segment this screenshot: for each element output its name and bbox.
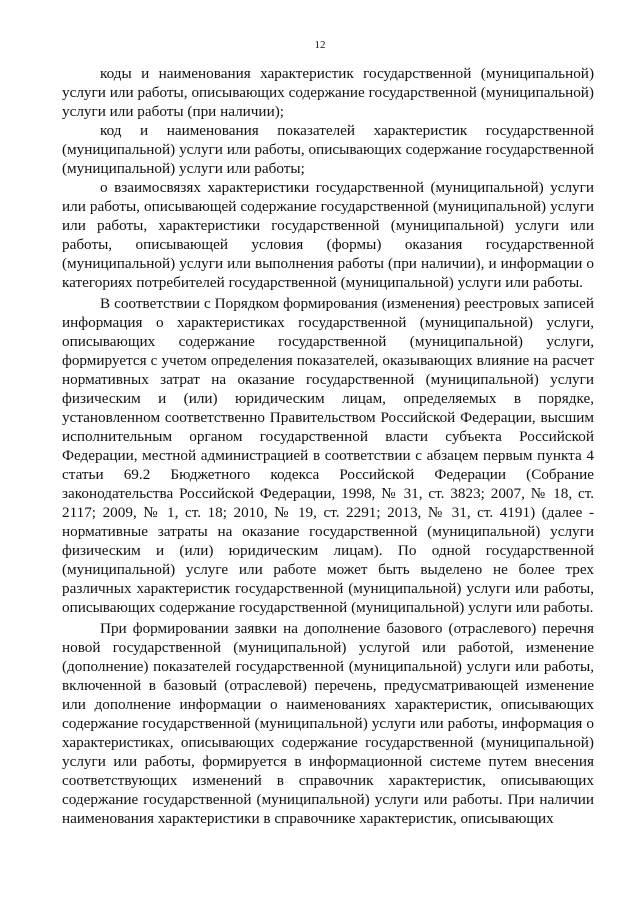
paragraph-characteristic-codes: коды и наименования характеристик государственной (муниципальной) услуги или работы, описывающих содержание государственной (муниципальной) услуги или работы (при наличии);: [62, 65, 594, 120]
paragraph-application-forming: При формировании заявки на дополнение базового (отраслевого) перечня новой государственной (муниципальной) услугой или работой, изменение (дополнение) показателей государственной (муниципальной) услуги или работы, включенной в базовый (отраслевой) перечень, предусматривающей изменение или дополнение информации о наименованиях характеристик, описывающих содержание государственной (муниципальной) услуги или работы, информация о характеристиках, описывающих содержание государственной (муниципальной) услуги или работы, формируется в информационной системе путем внесения соответствующих изменений в справочник характеристик, описывающих содержание государственной (муниципальной) услуги или работы. При наличии наименования характеристики в справочнике характеристик, описывающих: [62, 620, 594, 827]
page-number: 12: [314, 39, 326, 51]
paragraph-indicator-codes: код и наименования показателей характеристик государственной (муниципальной) услуги или работы, описывающих содержание государственной (муниципальной) услуги или работы;: [62, 122, 594, 177]
paragraph-interrelations: о взаимосвязях характеристики государственной (муниципальной) услуги или работы, описывающей содержание государственной (муниципальной) услуги или работы, характеристики государственной (муниципальной) услуги или работы, описывающей условия (формы) оказания государственной (муниципальной) услуги или выполнения работы (при наличии), и информации о категориях потребителей государственной (муниципальной) услуги или работы.: [62, 179, 594, 291]
paragraph-registry-procedure: В соответствии с Порядком формирования (изменения) реестровых записей информация о характеристиках государственной (муниципальной) услуги, описывающих содержание государственной (муниципальной) услуги, формируется с учетом определения показателей, оказывающих влияние на расчет нормативных затрат на оказание государственной (муниципальной) услуги физическим и (или) юридическим лицам, определяемых в порядке, установленном соответственно Правительством Российской Федерации, высшим исполнительным органом государственной власти субъекта Российской Федерации, местной администрацией в соответствии с абзацем первым пункта 4 статьи 69.2 Бюджетного кодекса Российской Федерации (Собрание законодательства Российской Федерации, 1998, № 31, ст. 3823; 2007, № 18, ст. 2117; 2009, № 1, ст. 18; 2010, № 19, ст. 2291; 2013, № 31, ст. 4191) (далее - нормативные затраты на оказание государственной (муниципальной) услуги физическим и (или) юридическим лицам). По одной государственной (муниципальной) услуге или работе может быть выделено не более трех различных характеристик государственной (муниципальной) услуги или работы, описывающих содержание государственной (муниципальной) услуги или работы.: [62, 295, 594, 616]
document-body: [62, 64, 594, 828]
